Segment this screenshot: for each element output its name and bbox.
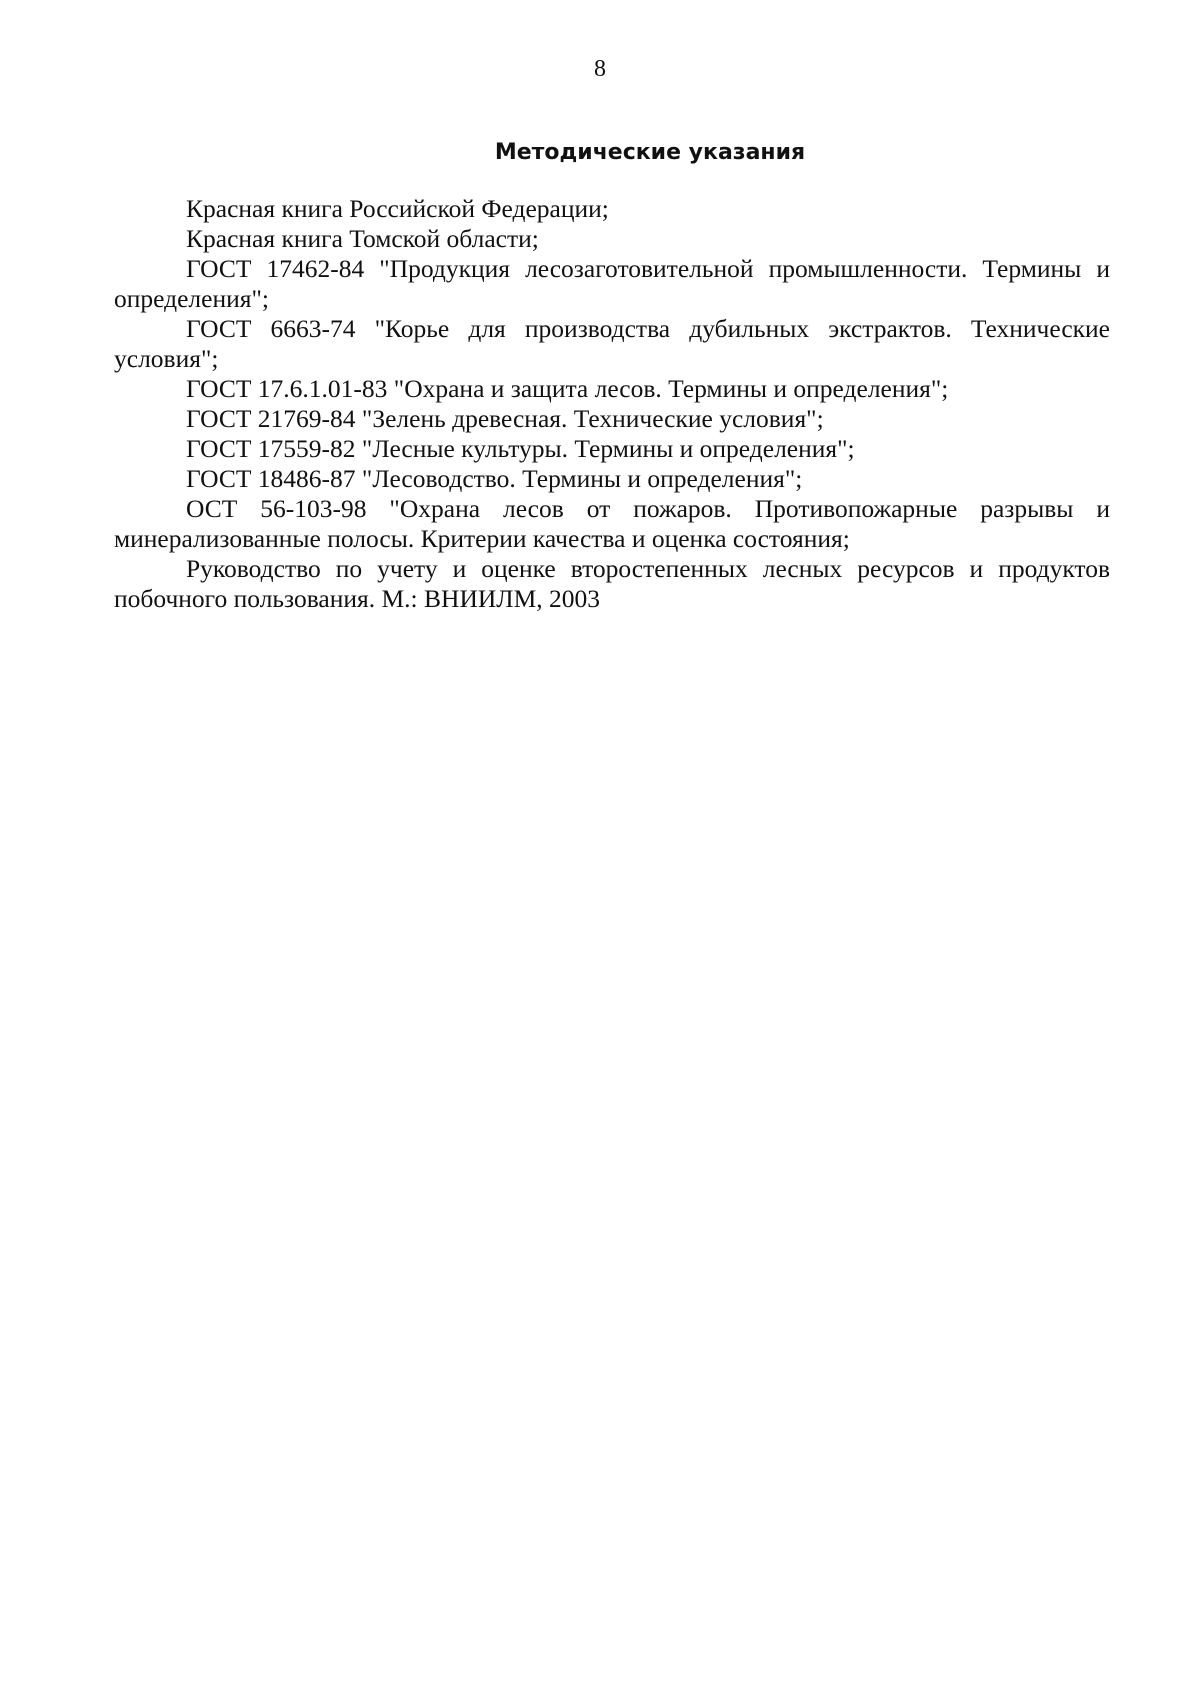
reference-item: Руководство по учету и оценке второстепенных лесных ресурсов и продуктов побочного пользования. М.: ВНИИЛМ, 2003 <box>114 554 1110 613</box>
page-number: 8 <box>594 56 606 82</box>
reference-item: ГОСТ 17.6.1.01-83 "Охрана и защита лесов. Термины и определения"; <box>186 374 949 403</box>
section-heading: Методические указания <box>494 140 806 165</box>
reference-item: Красная книга Российской Федерации; <box>186 194 609 223</box>
reference-item: Красная книга Томской области; <box>186 224 539 253</box>
reference-item: ГОСТ 6663-74 "Корье для производства дубильных экстрактов. Технические условия"; <box>114 314 1110 373</box>
reference-item: ГОСТ 17559-82 "Лесные культуры. Термины и определения"; <box>186 434 855 463</box>
reference-item: ГОСТ 18486-87 "Лесоводство. Термины и определения"; <box>186 464 803 493</box>
reference-item: ГОСТ 17462-84 "Продукция лесозаготовительной промышленности. Термины и определения"; <box>114 254 1110 313</box>
reference-list <box>114 194 1110 614</box>
reference-item: ГОСТ 21769-84 "Зелень древесная. Технические условия"; <box>186 404 824 433</box>
reference-item: ОСТ 56-103-98 "Охрана лесов от пожаров. Противопожарные разрывы и минерализованные полосы. Критерии качества и оценка состояния; <box>114 494 1110 553</box>
